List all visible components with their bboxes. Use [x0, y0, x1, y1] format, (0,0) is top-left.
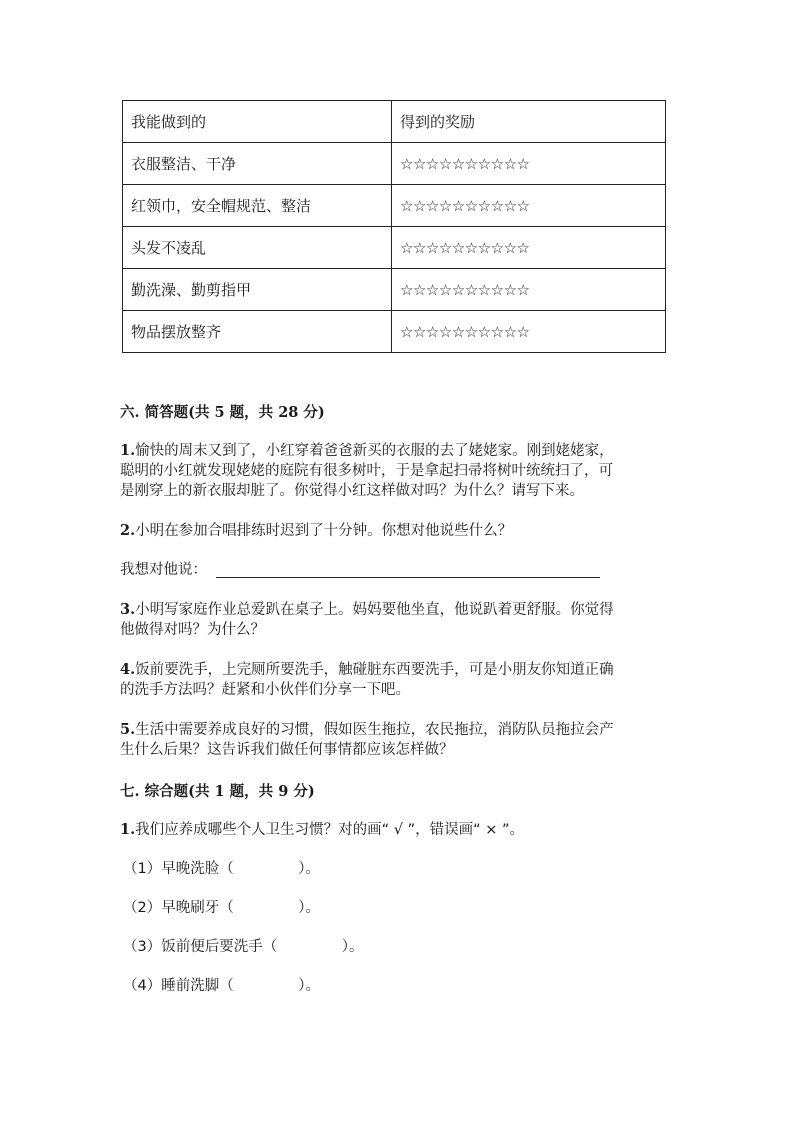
table-row: [123, 227, 666, 269]
question-line: 他做得对吗？为什么？: [120, 622, 265, 638]
row-item: 勤洗澡、勤剪指甲: [123, 269, 392, 311]
table-row: [123, 311, 666, 353]
question-number: 5.: [120, 721, 136, 738]
reward-table: [122, 100, 666, 353]
row-item: 头发不凌乱: [123, 227, 392, 269]
question-2: [120, 521, 668, 541]
table-header-row: [123, 101, 666, 143]
question-line: 生什么后果？这告诉我们做任何事情都应该怎样做？: [120, 742, 454, 758]
header-cell-can-do: 我能做到的: [123, 101, 392, 143]
question-line: 愉快的周末又到了，小红穿着爸爸新买的衣服的去了姥姥家。刚到姥姥家，: [135, 443, 614, 459]
question-line: 是刚穿上的新衣服却脏了。你觉得小红这样做对吗？为什么？请写下来。: [120, 483, 584, 499]
comprehensive-question-1: [120, 820, 668, 840]
question-line: 小明写家庭作业总爱趴在桌子上。妈妈要他坐直，他说趴着更舒服。你觉得: [135, 602, 614, 618]
row-item: 红领巾，安全帽规范、整洁: [123, 185, 392, 227]
section-7-title: 七. 综合题(共 1 题，共 9 分): [120, 783, 315, 800]
question-number: 4.: [120, 661, 136, 678]
habit-item: （4）睡前洗脚（ ）。: [123, 978, 321, 994]
question-line: 生活中需要养成良好的习惯，假如医生拖拉，农民拖拉，消防队员拖拉会产: [135, 722, 614, 738]
question-1: [120, 441, 668, 501]
row-reward-stars: ☆☆☆☆☆☆☆☆☆☆: [392, 269, 666, 311]
table-row: [123, 269, 666, 311]
row-reward-stars: ☆☆☆☆☆☆☆☆☆☆: [392, 311, 666, 353]
question-number: 2.: [120, 522, 136, 539]
question-5: [120, 720, 668, 760]
question-number: 1.: [120, 442, 136, 459]
row-item: 衣服整洁、干净: [123, 143, 392, 185]
habit-item: （1）早晚洗脸（ ）。: [123, 861, 321, 877]
answer-label: 我想对他说：: [120, 562, 207, 578]
question-number: 3.: [120, 601, 136, 618]
table-row: [123, 143, 666, 185]
question-text: 我们应养成哪些个人卫生习惯？对的画“ √ ”，错误画“ × ”。: [135, 822, 525, 838]
question-line: 饭前要洗手，上完厕所要洗手，触碰脏东西要洗手，可是小朋友你知道正确: [135, 662, 614, 678]
table-row: [123, 185, 666, 227]
row-reward-stars: ☆☆☆☆☆☆☆☆☆☆: [392, 185, 666, 227]
question-number: 1.: [120, 821, 136, 838]
row-reward-stars: ☆☆☆☆☆☆☆☆☆☆: [392, 143, 666, 185]
row-item: 物品摆放整齐: [123, 311, 392, 353]
row-reward-stars: ☆☆☆☆☆☆☆☆☆☆: [392, 227, 666, 269]
answer-blank-line[interactable]: [216, 577, 600, 578]
section-6-title: 六. 简答题(共 5 题，共 28 分): [120, 404, 325, 421]
question-line: 聪明的小红就发现姥姥的庭院有很多树叶，于是拿起扫帚将树叶统统扫了，可: [120, 463, 613, 479]
question-line: 的洗手方法吗？赶紧和小伙伴们分享一下吧。: [120, 682, 410, 698]
habit-item: （3）饭前便后要洗手（ ）。: [123, 939, 364, 955]
question-3: [120, 600, 668, 640]
habit-item: （2）早晚刷牙（ ）。: [123, 900, 321, 916]
question-4: [120, 660, 668, 700]
question-text: 小明在参加合唱排练时迟到了十分钟。你想对他说些什么？: [135, 523, 513, 539]
header-cell-reward: 得到的奖励: [392, 101, 666, 143]
